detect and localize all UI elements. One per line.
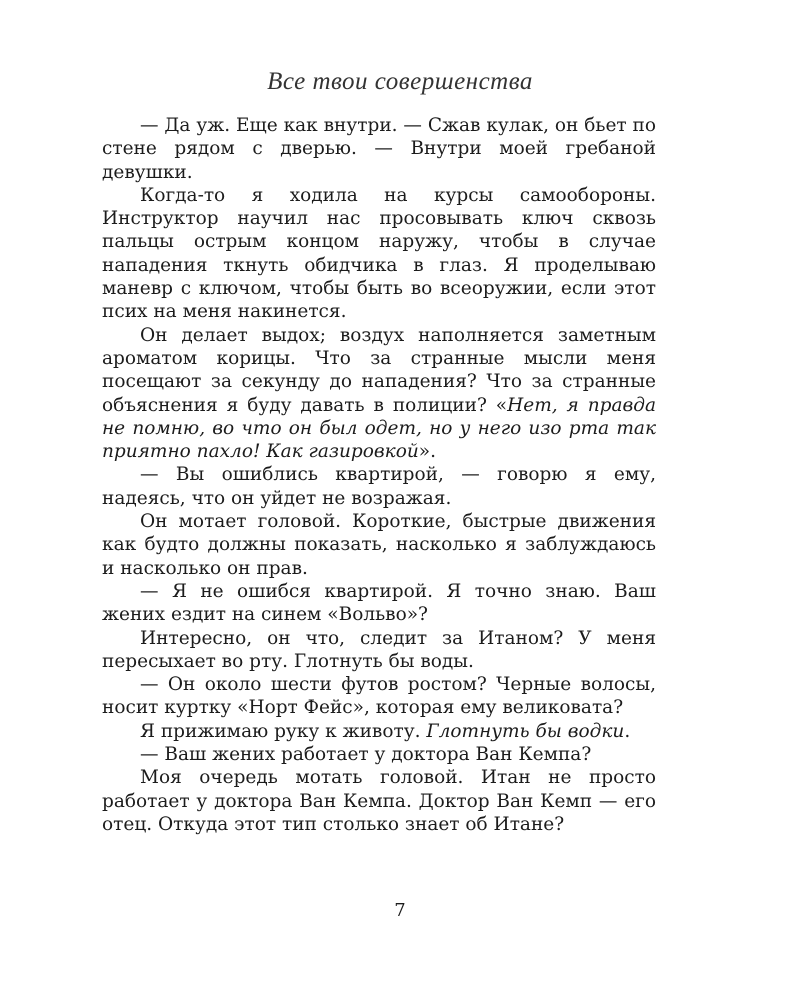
- paragraph: Моя очередь мотать головой. Итан не просто работает у доктора Ван Кемпа. Доктор Ван Кемп — его отец. Откуда этот тип столько знает об Итане?: [102, 767, 656, 835]
- body-text: [102, 114, 656, 836]
- paragraph: — Да уж. Еще как внутри. — Сжав кулак, он бьет по стене рядом с дверью. — Внутри моей гребаной девушки.: [102, 115, 656, 183]
- page-number: 7: [394, 900, 406, 921]
- paragraph: — Вы ошиблись квартирой, — говорю я ему, надеясь, что он уйдет не возражая.: [102, 464, 656, 509]
- running-head-title: Все твои совершенства: [267, 68, 533, 95]
- italic-thought: Глотнуть бы водки: [426, 720, 625, 742]
- paragraph: — Ваш жених работает у доктора Ван Кемпа?: [140, 744, 592, 766]
- paragraph: Я прижимаю руку к животу. Глотнуть бы водки.: [140, 720, 631, 742]
- italic-quote: Нет, я правда не помню, во что он был одет, но у него изо рта так приятно пахло! Как газировкой: [102, 394, 657, 463]
- paragraph: Он мотает головой. Короткие, быстрые движения как будто должны показать, насколько я заблуждаюсь и насколько он прав.: [102, 511, 656, 579]
- paragraph: — Я не ошибся квартирой. Я точно знаю. Ваш жених ездит на синем «Вольво»?: [102, 580, 656, 626]
- paragraph: — Он около шести футов ростом? Черные волосы, носит куртку «Норт Фейс», которая ему великовата?: [102, 674, 656, 719]
- paragraph: Интересно, он что, следит за Итаном? У меня пересыхает во рту. Глотнуть бы воды.: [102, 627, 656, 672]
- paragraph: Когда-то я ходила на курсы самообороны. Инструктор научил нас просовывать ключ сквозь пальцы острым концом наружу, чтобы в случае нападения ткнуть обидчика в глаз. Я проделываю маневр с ключом, чтобы быть во всеоружии, если этот псих на меня накинется.: [102, 184, 656, 323]
- paragraph: Он делает выдох; воздух наполняется заметным ароматом корицы. Что за странные мысли меня посещают за секунду до нападения? Что за странные объяснения я буду давать в полиции? «Нет, я правда не помню, во что он был одет, но у него изо рта так приятно пахло! Как газировкой».: [102, 324, 657, 463]
